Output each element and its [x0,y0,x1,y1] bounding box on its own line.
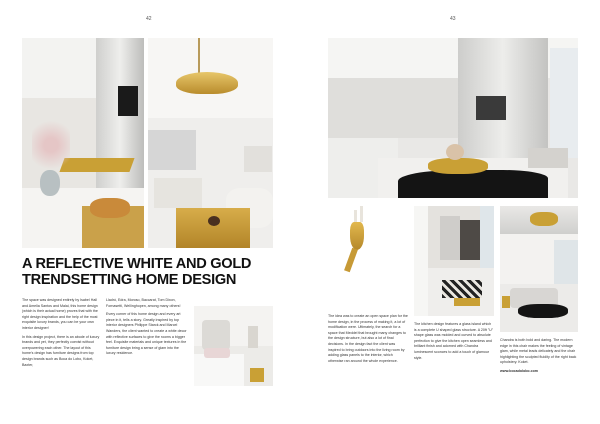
living-room-photo [22,38,144,248]
open-living-space-photo [328,38,578,198]
headline-line-2: TRENDSETTING HOME DESIGN [22,272,237,288]
right-body-column-3 [500,338,578,378]
paragraph: Lladró, Edra, Moroso, Baccarat, Tom Dixon, Fornasetti, Wellinghopen, among many others! [106,298,181,308]
paragraph: The kitchen design features a glass island which is a complete U shaped glass structure. A 20ft "U" shape glass was molded and curved to absolute perfection to give the kitchen open seamless and brilliant finish and adorned with Chandra luminescent sconces to add a touch of glamour style. [414,322,494,360]
paragraph: Every corner of this home design and every art piece in it, tells a story. Greatly inspired by top interior designers Philippe Starck and Marcel Wanders, the client wanted to create a white decor with reflective surfaces to give the rooms a bigger feel. Exquisite materials and unique textures in the furniture design bring a sense of glam into the luxury residence. [106,312,187,356]
website-link[interactable]: www.bocadolobo.com [500,368,539,373]
kitchen-photo [414,206,494,316]
page-number-left: 42 [146,16,152,22]
gold-sconce-image [336,206,372,274]
headline-line-1: A REFLECTIVE WHITE AND GOLD [22,256,252,272]
right-body-column-1 [328,314,408,367]
paragraph: Chandra is both bold and daring. The modern edge in this chair makes the feeling of vintage glam, while metal leads delicately and the chair highlighting the sculpted fluidity of the right back upholstery. Koket. [500,338,577,365]
lounge-chair-photo [500,206,578,332]
article-headline [22,256,282,288]
paragraph: In this design project, there is an abode of luxury brands and yet, they perfectly coexist without overpowering each other. The layout of this home's design has furniture designs from top design brands such as Boca do Lobo, Koket, Baxter, [22,334,100,367]
left-body-column-2 [106,298,188,360]
page-number-right: 43 [450,16,456,22]
right-body-column-2 [414,322,494,364]
bedroom-photo [194,306,273,386]
paragraph: The idea was to create an open space plan for the home design, in the process of making it, a lot of modification were. Ultimately, the search for a space that Meddel that brought many changes to the design structure, but also a lot of final decisions. In the design fact the client was inspired to bring outdoors into the living room by adding glass panels to the interior, which otherwise ran around the whole experience. [328,314,408,363]
paragraph: The space was designed entirely by Isabel Hall and Amelia Santos and Malai, this home design (which is their actual home) proves that with the right design inspiration and the help of the most exquisite luxury brands, you can be your own interior designer! [22,298,98,330]
left-body-column-1 [22,298,100,371]
dining-room-chandelier-photo [148,38,273,248]
